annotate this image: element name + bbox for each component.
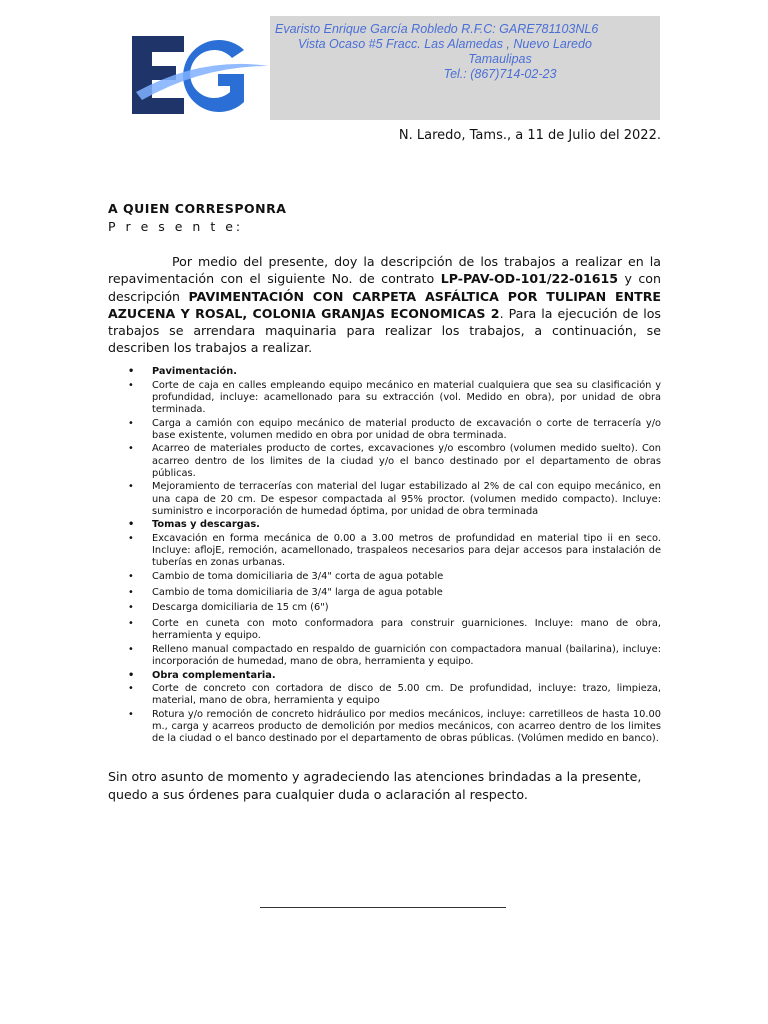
section-heading: Pavimentación.: [152, 366, 237, 377]
item-text: Corte de caja en calles empleando equipo mecánico en material cualquiera que sea su clasificación y profundidad, incluye: acamellonado para su extracción (vol. Medido en obra), por unidad de obra terminada.: [152, 379, 661, 415]
list-item: [108, 533, 661, 570]
addressee: A QUIEN CORRESPONRA: [108, 201, 287, 216]
bullet-icon: •: [128, 709, 134, 721]
intro-text-1: Por medio del presente, doy la descripción de los trabajos a realizar en la repavimentación con el siguiente No. de contrato: [108, 254, 661, 287]
letterhead-name-rfc: Evaristo Enrique García Robledo R.F.C: GARE781103NL6: [275, 22, 599, 36]
bullet-icon: •: [128, 643, 134, 655]
letterhead-contact: [270, 16, 660, 120]
bullet-icon: •: [128, 532, 134, 544]
letter-date: N. Laredo, Tams., a 11 de Julio del 2022.: [398, 128, 661, 143]
bullet-icon: •: [128, 683, 134, 695]
list-item: [108, 571, 661, 583]
item-text: Corte de concreto con cortadora de disco de 5.00 cm. De profundidad, incluye: trazo, limpieza, material, mano de obra, herramienta y equipo: [152, 683, 661, 707]
closing-paragraph: Sin otro asunto de momento y agradeciendo las atenciones brindadas a la presente, quedo a sus órdenes para cualquier duda o aclaración al respecto.: [108, 769, 642, 802]
list-item: [108, 481, 661, 518]
intro-text-2: y con descripción: [108, 271, 661, 304]
intro-text-3: . Para la ejecución de los trabajos se arrendara maquinaria para realizar los trabajos, a continuación, se describen los trabajos a realizar.: [108, 305, 661, 356]
list-item: [108, 418, 661, 442]
project-description: PAVIMENTACIÓN CON CARPETA ASFÁLTICA POR TULIPAN ENTRE AZUCENA Y ROSAL, COLONIA GRANJAS ECONOMICAS 2: [108, 288, 662, 321]
item-text: Excavación en forma mecánica de 0.00 a 3.00 metros de profundidad en material tipo ii en seco. Incluye: aflojE, remoción, acamellonado, traspaleos necesarios para dejar accesos para instalación de tuberías en zonas urbanas.: [152, 532, 661, 569]
bullet-icon: •: [128, 443, 134, 455]
item-text: Corte en cuneta con moto conformadora para construir guarniciones. Incluye: mano de obra, herramienta y equipo.: [152, 618, 661, 642]
item-text: Cambio de toma domiciliaria de 3/4" larga de agua potable: [152, 586, 443, 598]
list-item: [108, 443, 661, 480]
bullet-icon: •: [128, 602, 134, 614]
bullet-icon: •: [128, 417, 134, 429]
item-text: Mejoramiento de terracerías con material del lugar estabilizado al 2% de cal con equipo mecánico, en una capa de 20 cm. De espesor compactada al 95% proctor. (volumen medido compacto). Incluye: suministro e incorporación de humedad óptima, por unidad de obra terminada: [152, 481, 661, 517]
item-text: Relleno manual compactado en respaldo de guarnición con compactadora manual (bailarina), incluye: incorporación de humedad, mano de obra, herramienta y equipo.: [152, 643, 661, 668]
item-text: Rotura y/o remoción de concreto hidráulico por medios mecánicos, incluye: carretilleos de hasta 10.00 m., carga y acarreos producto de demolición por medios mecánicos, con acarreo dentro de los limites de la ciudad o el banco destinado por el departamento de obras públicas. (Volúmen medido en banco).: [152, 709, 661, 745]
bullet-icon: •: [128, 570, 134, 582]
item-text: Carga a camión con equipo mecánico de material producto de excavación o corte de terracería y/o base existente, volumen medido en obra por unidad de obra terminada.: [152, 417, 661, 441]
list-item: [108, 670, 661, 682]
list-item: [108, 618, 661, 642]
signature-line: [260, 907, 506, 908]
company-logo: [132, 26, 272, 118]
section-heading: Obra complementaria.: [152, 669, 276, 681]
item-text: Cambio de toma domiciliaria de 3/4" corta de agua potable: [152, 570, 444, 582]
bullet-icon: •: [128, 669, 135, 681]
letterhead-address: Vista Ocaso #5 Fracc. Las Alamedas , Nuevo Laredo: [298, 37, 592, 51]
salutation: P r e s e n t e:: [108, 219, 244, 234]
item-text: Descarga domiciliaria de 15 cm (6"): [152, 602, 329, 614]
bullet-icon: •: [128, 519, 135, 531]
intro-paragraph: [108, 253, 661, 357]
bullet-icon: •: [128, 586, 134, 598]
bullet-icon: •: [128, 618, 134, 630]
list-item: [108, 683, 661, 707]
section-heading: Tomas y descargas.: [152, 519, 260, 531]
list-item: [108, 380, 661, 417]
bullet-icon: •: [128, 379, 134, 391]
list-item: [108, 709, 661, 746]
contract-number: LP-PAV-OD-101/22-01615: [440, 271, 619, 287]
work-items-list: [108, 366, 661, 747]
letterhead-state: Tamaulipas: [468, 52, 532, 66]
list-item: [108, 587, 661, 599]
list-item: [108, 602, 661, 614]
letterhead-phone: Tel.: (867)714-02-23: [443, 67, 557, 81]
item-text: Acarreo de materiales producto de cortes, excavaciones y/o escombro (volumen medido suelto). Con acarreo dentro de los limites de la ciudad y/o el banco destinado por el departamento de obras públicas.: [152, 443, 661, 479]
list-item: [108, 366, 661, 378]
bullet-icon: •: [128, 366, 135, 377]
bullet-icon: •: [128, 481, 134, 493]
list-item: [108, 644, 661, 668]
list-item: [108, 519, 661, 531]
